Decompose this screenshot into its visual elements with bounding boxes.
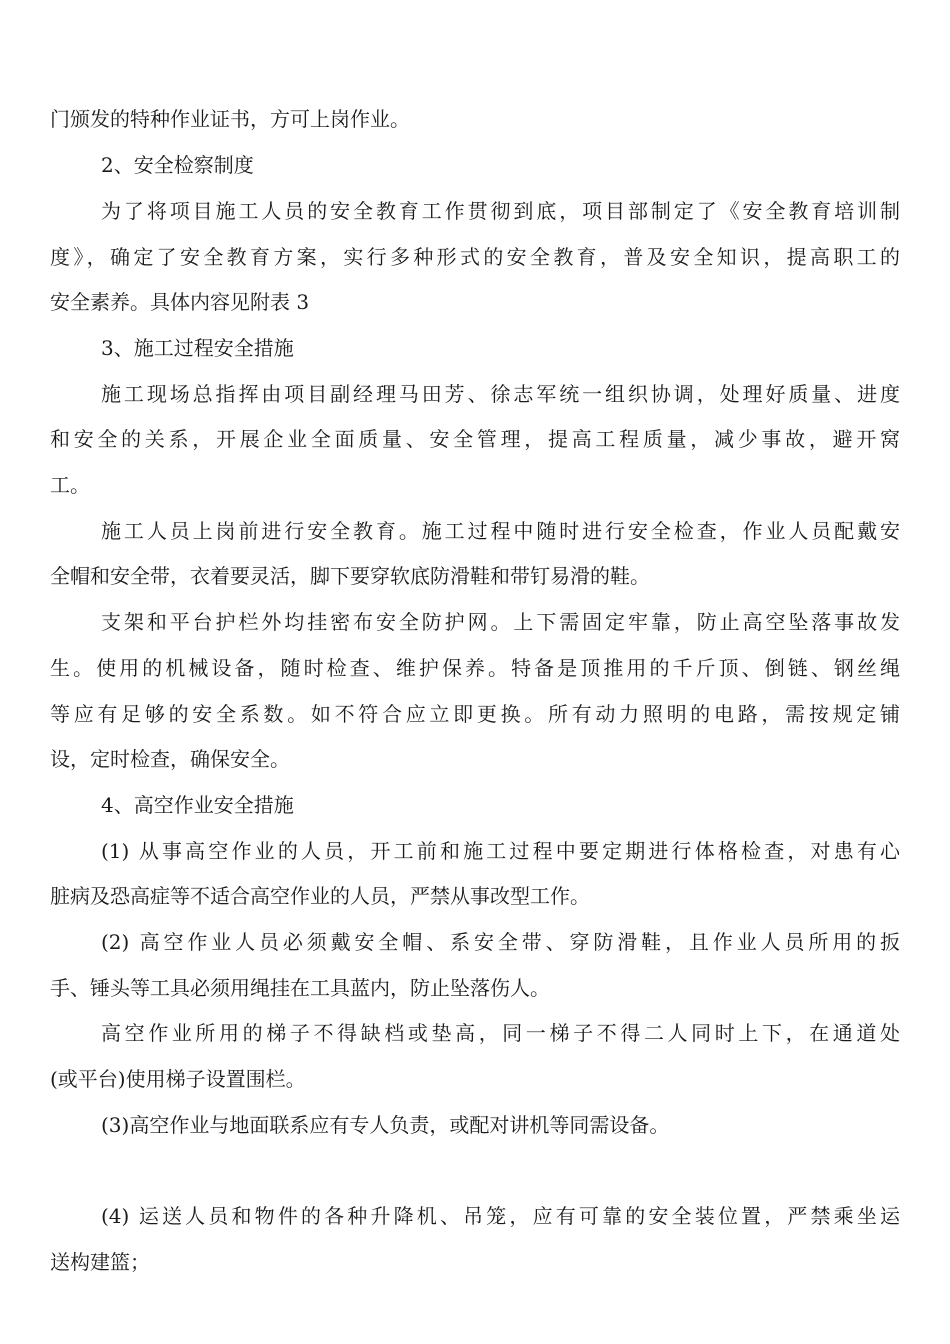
section-heading: 4、高空作业安全措施 xyxy=(101,793,294,817)
section-heading: 2、安全检察制度 xyxy=(101,153,254,177)
text-line: (2) 高空作业人员必须戴安全帽、系安全带、穿防滑鞋，且作业人员所用的扳 xyxy=(101,930,900,954)
text-line: 为了将项目施工人员的安全教育工作贯彻到底，项目部制定了《安全教育培训制 xyxy=(101,199,900,223)
text-line: 送构建篮； xyxy=(50,1250,150,1274)
text-line: 门颁发的特种作业证书，方可上岗作业。 xyxy=(50,107,410,131)
text-line: 工。 xyxy=(50,473,90,497)
text-line: 设，定时检查，确保安全。 xyxy=(50,747,290,771)
section-heading: 3、施工过程安全措施 xyxy=(101,336,294,360)
text-line: (1) 从事高空作业的人员，开工前和施工过程中要定期进行体格检查，对患有心 xyxy=(101,839,900,863)
text-line: 安全素养。具体内容见附表 3 xyxy=(50,290,310,314)
text-line: (4) 运送人员和物件的各种升降机、吊笼，应有可靠的安全装位置，严禁乘坐运 xyxy=(101,1204,900,1228)
text-line: 施工人员上岗前进行安全教育。施工过程中随时进行安全检查，作业人员配戴安 xyxy=(101,519,900,543)
text-line: (或平台)使用梯子设置围栏。 xyxy=(50,1067,306,1091)
text-line: 全帽和安全带，衣着要灵活，脚下要穿软底防滑鞋和带钉易滑的鞋。 xyxy=(50,564,650,588)
text-line: 等应有足够的安全系数。如不符合应立即更换。所有动力照明的电路，需按规定铺 xyxy=(50,702,900,726)
text-line: 支架和平台护栏外均挂密布安全防护网。上下需固定牢靠，防止高空坠落事故发 xyxy=(101,610,900,634)
text-line: 度》，确定了安全教育方案，实行多种形式的安全教育，普及安全知识，提高职工的 xyxy=(50,245,900,269)
text-line: 施工现场总指挥由项目副经理马田芳、徐志军统一组织协调，处理好质量、进度 xyxy=(101,382,900,406)
text-line: 和安全的关系，开展企业全面质量、安全管理，提高工程质量，减少事故，避开窝 xyxy=(50,427,900,451)
text-line: 生。使用的机械设备，随时检查、维护保养。特备是顶推用的千斤顶、倒链、钢丝绳 xyxy=(50,656,900,680)
text-line: 高空作业所用的梯子不得缺档或垫高，同一梯子不得二人同时上下，在通道处 xyxy=(101,1021,900,1045)
text-line: 手、锤头等工具必须用绳挂在工具蓝内，防止坠落伤人。 xyxy=(50,976,550,1000)
text-line: 脏病及恐高症等不适合高空作业的人员，严禁从事改型工作。 xyxy=(50,884,590,908)
text-line: (3)高空作业与地面联系应有专人负责，或配对讲机等同需设备。 xyxy=(101,1113,670,1137)
